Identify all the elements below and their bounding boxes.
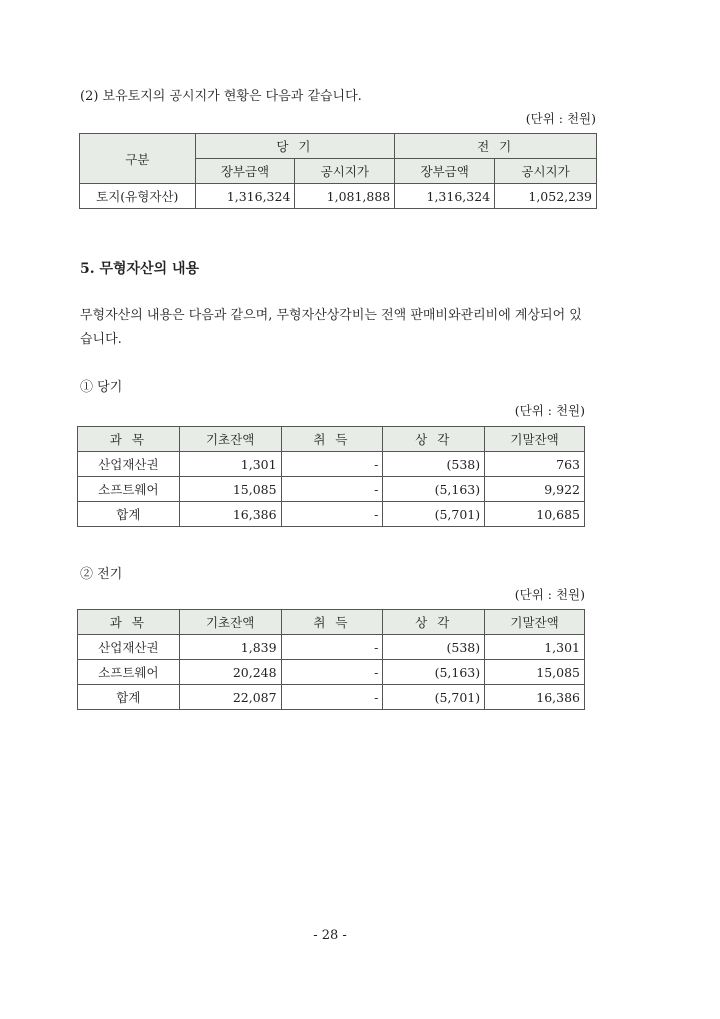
row-amortization: (5,701) (383, 502, 485, 527)
row-item: 산업재산권 (78, 452, 180, 477)
land-row-label: 토지(유형자산) (80, 184, 196, 209)
table-row (78, 660, 585, 685)
row-acquisition: - (281, 660, 383, 685)
row-ending: 9,922 (485, 477, 585, 502)
row-acquisition: - (281, 452, 383, 477)
current-unit: (단위 : 천원) (514, 403, 585, 418)
prior-unit: (단위 : 천원) (514, 587, 585, 602)
row-beginning: 1,839 (179, 635, 281, 660)
row-ending: 15,085 (485, 660, 585, 685)
row-amortization: (538) (383, 635, 485, 660)
current-intangible-table (77, 426, 585, 527)
row-ending: 10,685 (485, 502, 585, 527)
table-row (78, 452, 585, 477)
row-item: 합계 (78, 685, 180, 710)
land-cell-current-official: 1,081,888 (295, 184, 395, 209)
table-row (78, 635, 585, 660)
row-beginning: 20,248 (179, 660, 281, 685)
header-amortization: 상 각 (383, 610, 485, 635)
prior-intangible-table (77, 609, 585, 710)
section5-paragraph-line2: 습니다. (80, 332, 122, 347)
land-unit: (단위 : 천원) (525, 111, 596, 126)
row-beginning: 1,301 (179, 452, 281, 477)
land-cell-current-book: 1,316,324 (195, 184, 295, 209)
row-ending: 16,386 (485, 685, 585, 710)
row-item: 합계 (78, 502, 180, 527)
table-row (78, 477, 585, 502)
row-beginning: 22,087 (179, 685, 281, 710)
header-item: 과 목 (78, 610, 180, 635)
land-header-current: 당 기 (195, 134, 395, 159)
row-amortization: (5,163) (383, 660, 485, 685)
table-row-total (78, 502, 585, 527)
section5-paragraph-line1: 무형자산의 내용은 다음과 같으며, 무형자산상각비는 전액 판매비와관리비에 계상되어 있 (80, 308, 582, 323)
header-item: 과 목 (78, 427, 180, 452)
land-header-current-book: 장부금액 (195, 159, 295, 184)
row-item: 소프트웨어 (78, 660, 180, 685)
land-header-prior-book: 장부금액 (395, 159, 495, 184)
row-acquisition: - (281, 502, 383, 527)
table-row-total (78, 685, 585, 710)
row-beginning: 15,085 (179, 477, 281, 502)
header-ending: 기말잔액 (485, 427, 585, 452)
land-cell-prior-book: 1,316,324 (395, 184, 495, 209)
row-item: 소프트웨어 (78, 477, 180, 502)
row-amortization: (538) (383, 452, 485, 477)
header-ending: 기말잔액 (485, 610, 585, 635)
page-number: - 28 - (313, 928, 347, 943)
row-ending: 1,301 (485, 635, 585, 660)
row-acquisition: - (281, 685, 383, 710)
header-beginning: 기초잔액 (179, 610, 281, 635)
prior-period-label: ② 전기 (80, 567, 123, 582)
row-beginning: 16,386 (179, 502, 281, 527)
row-ending: 763 (485, 452, 585, 477)
row-acquisition: - (281, 477, 383, 502)
section5-heading: 5. 무형자산의 내용 (80, 261, 200, 277)
row-amortization: (5,701) (383, 685, 485, 710)
row-item: 산업재산권 (78, 635, 180, 660)
land-header-prior: 전 기 (395, 134, 597, 159)
land-cell-prior-official: 1,052,239 (495, 184, 597, 209)
land-table (79, 133, 597, 209)
row-amortization: (5,163) (383, 477, 485, 502)
land-header-category: 구분 (80, 134, 196, 184)
header-acquisition: 취 득 (281, 427, 383, 452)
header-beginning: 기초잔액 (179, 427, 281, 452)
land-header-current-official: 공시지가 (295, 159, 395, 184)
land-title: (2) 보유토지의 공시지가 현황은 다음과 같습니다. (80, 89, 362, 104)
row-acquisition: - (281, 635, 383, 660)
header-acquisition: 취 득 (281, 610, 383, 635)
land-header-prior-official: 공시지가 (495, 159, 597, 184)
current-period-label: ① 당기 (80, 380, 123, 395)
header-amortization: 상 각 (383, 427, 485, 452)
